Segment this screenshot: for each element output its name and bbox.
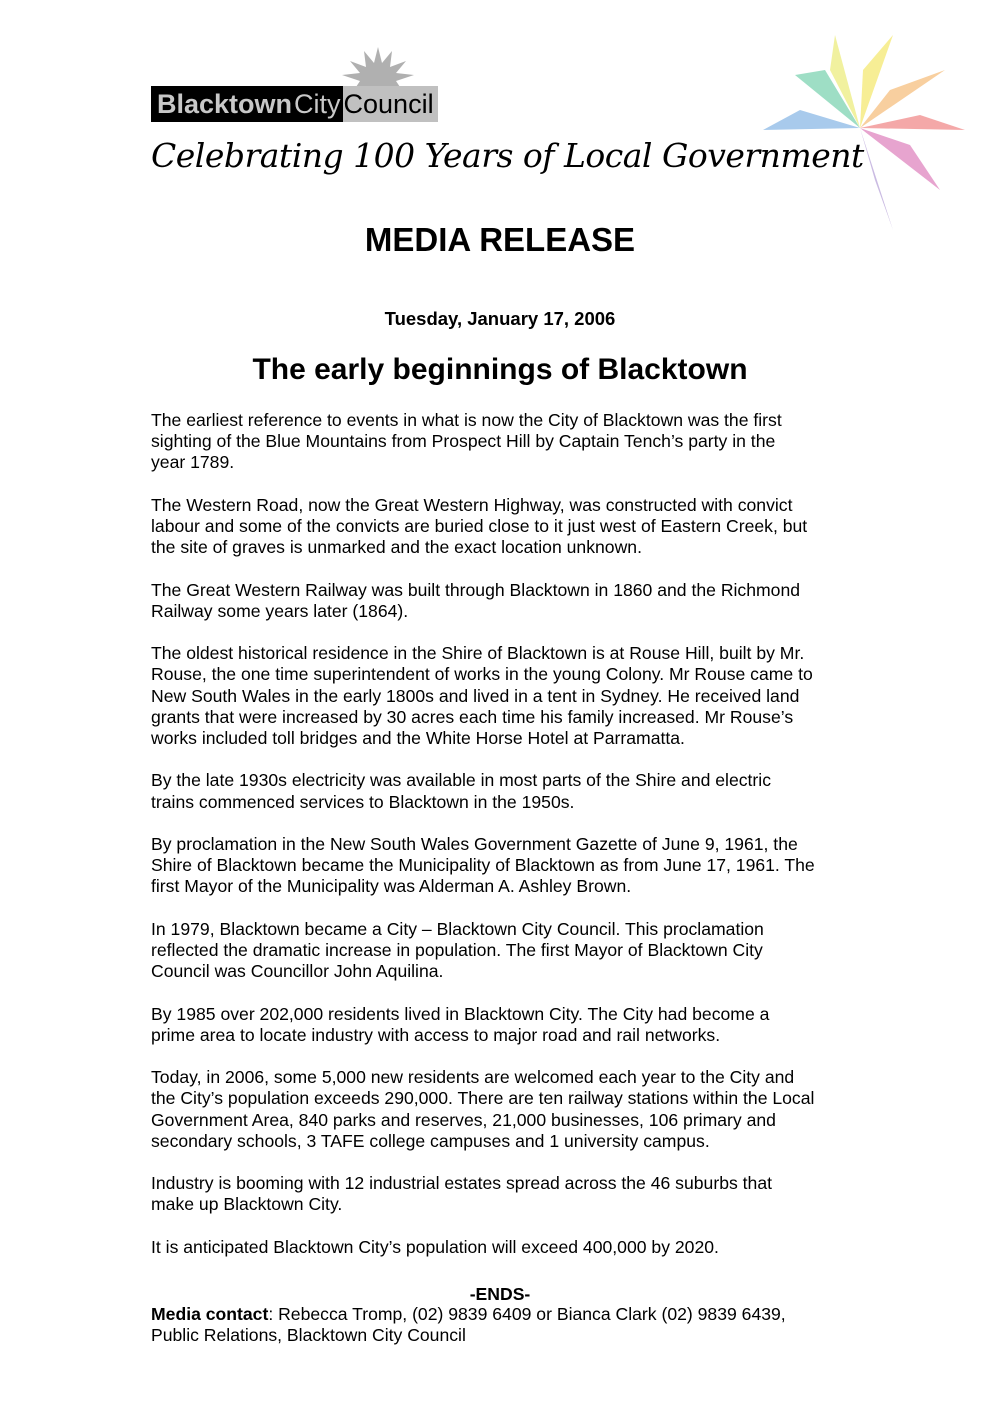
paragraph-line: labour and some of the convicts are buried close to it just west of Eastern Creek, but [151, 516, 808, 536]
paragraph [151, 410, 871, 474]
paragraph [151, 834, 871, 898]
paragraph-line: Rouse, the one time superintendent of works in the young Colony. Mr Rouse came to [151, 664, 813, 685]
paragraph [151, 919, 871, 983]
paragraph-line: Industry is booming with 12 industrial estates spread across the 46 suburbs that [151, 1173, 773, 1194]
paragraph-line: Council was Councillor John Aquilina. [151, 961, 444, 982]
logo-text-council: Council [343, 86, 438, 122]
paragraph [151, 1004, 871, 1046]
paragraph-line: trains commenced services to Blacktown in the 1950s. [151, 791, 575, 812]
paragraph [151, 580, 871, 622]
paragraph [151, 1067, 871, 1152]
paragraph-line: prime area to locate industry with access to major road and rail networks. [151, 1024, 721, 1045]
media-contact-label: Media contact [151, 1304, 269, 1324]
paragraph-line: secondary schools, 3 TAFE college campuses and 1 university campus. [151, 1130, 710, 1151]
paragraph-line: The earliest reference to events in what is now the City of Blacktown was the first [151, 410, 782, 430]
media-contact-details: : Rebecca Tromp, (02) 9839 6409 or Bianca Clark (02) 9839 6439, [268, 1304, 786, 1324]
paragraph-line: Shire of Blacktown became the Municipality of Blacktown as from June 17, 1961. The [151, 855, 815, 876]
paragraph [151, 770, 871, 812]
paragraph-line: reflected the dramatic increase in population. The first Mayor of Blacktown City [151, 939, 763, 960]
media-contact-org: Public Relations, Blacktown City Council [151, 1325, 466, 1346]
paragraph-line: make up Blacktown City. [151, 1194, 343, 1215]
media-contact [151, 1304, 786, 1346]
centenary-star-icon [755, 30, 970, 235]
centenary-tagline: Celebrating 100 Years of Local Government [151, 136, 864, 175]
paragraph [151, 1173, 871, 1215]
paragraph-line: New South Wales in the early 1800s and lived in a tent in Sydney. He received land [151, 685, 800, 706]
paragraph-line: The Great Western Railway was built through Blacktown in 1860 and the Richmond [151, 579, 801, 600]
paragraph [151, 1237, 871, 1258]
paragraph-line: Government Area, 840 parks and reserves, 21,000 businesses, 106 primary and [151, 1109, 776, 1130]
paragraph-line: The Western Road, now the Great Western Highway, was constructed with convict [151, 494, 793, 515]
paragraph-line: year 1789. [151, 452, 235, 473]
headline: The early beginnings of Blacktown [252, 353, 748, 386]
paragraph-line: The oldest historical residence in the Shire of Blacktown is at Rouse Hill, built by Mr. [151, 643, 805, 664]
paragraph-line: the site of graves is unmarked and the exact location unknown. [151, 537, 642, 558]
paragraph-line: first Mayor of the Municipality was Alderman A. Ashley Brown. [151, 876, 632, 897]
logo-text-city: City [294, 86, 343, 122]
paragraph-line: the City’s population exceeds 290,000. There are ten railway stations within the Local [151, 1088, 815, 1109]
paragraph-line: grants that were increased by 30 acres each time his family increased. Mr Rouse’s [151, 706, 794, 727]
paragraph-line: Today, in 2006, some 5,000 new residents are welcomed each year to the City and [151, 1067, 795, 1088]
paragraph-line: works included toll bridges and the White Horse Hotel at Parramatta. [151, 728, 685, 748]
document-title: MEDIA RELEASE [364, 221, 636, 258]
paragraph-line: By the late 1930s electricity was available in most parts of the Shire and electric [151, 770, 771, 791]
paragraph-line: Railway some years later (1864). [151, 600, 409, 621]
council-logo [151, 86, 438, 122]
paragraph-line: By proclamation in the New South Wales Government Gazette of June 9, 1961, the [151, 833, 798, 854]
paragraph [151, 495, 871, 559]
paragraph-line: By 1985 over 202,000 residents lived in Blacktown City. The City had become a [151, 1003, 770, 1024]
ends-marker: -ENDS- [469, 1284, 531, 1304]
article-body [151, 410, 871, 1279]
paragraph-line: In 1979, Blacktown became a City – Blacktown City Council. This proclamation [151, 918, 764, 939]
paragraph [151, 643, 871, 749]
logo-text-blacktown: Blacktown [151, 86, 294, 122]
paragraph-line: It is anticipated Blacktown City’s population will exceed 400,000 by 2020. [151, 1236, 719, 1257]
release-date: Tuesday, January 17, 2006 [384, 308, 616, 329]
paragraph-line: sighting of the Blue Mountains from Prospect Hill by Captain Tench’s party in the [151, 431, 776, 452]
